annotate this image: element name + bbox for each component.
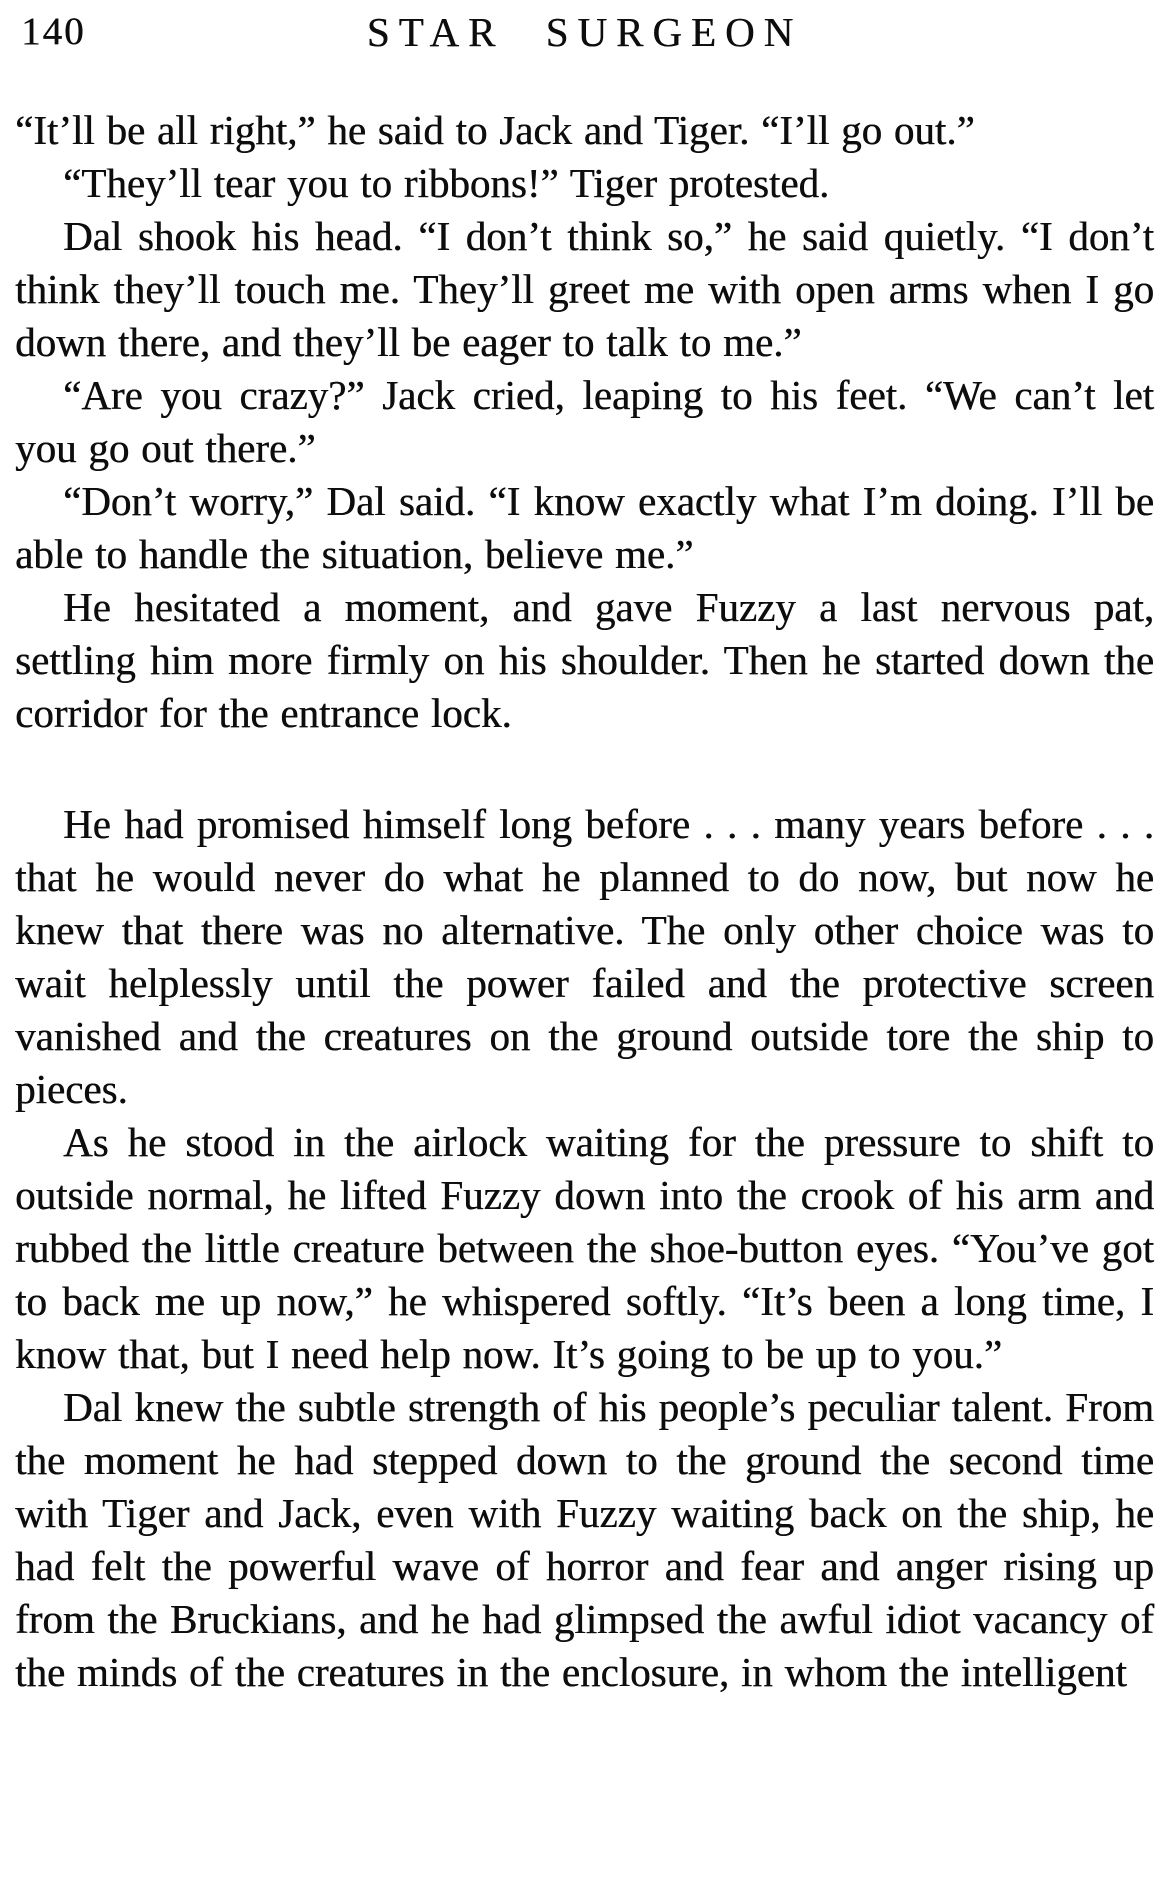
section-break: [15, 740, 1154, 798]
page-header: [15, 10, 1154, 62]
page-body: [15, 104, 1154, 1699]
paragraph: “It’ll be all right,” he said to Jack and Tiger. “I’ll go out.”: [15, 107, 975, 153]
paragraph: “Are you crazy?” Jack cried, leaping to his feet. “We can’t let you go out there.”: [15, 372, 1154, 471]
running-title: STAR SURGEON: [366, 9, 803, 55]
paragraph: Dal knew the subtle strength of his people’s peculiar talent. From the moment he had stepped down to the ground the second time with Tiger and Jack, even with Fuzzy waiting back on the ship, he had felt the powerful wave of horror and fear and anger rising up from the Bruckians, and he had glimpsed the awful idiot vacancy of the minds of the creatures in the enclosure, in whom the intelligent: [15, 1384, 1154, 1695]
paragraph: He hesitated a moment, and gave Fuzzy a last nervous pat, settling him more firmly on his shoulder. Then he started down the corridor for the entrance lock.: [15, 584, 1154, 736]
page-number: 140: [21, 10, 86, 53]
paragraph: “They’ll tear you to ribbons!” Tiger protested.: [63, 160, 830, 206]
paragraph: As he stood in the airlock waiting for the pressure to shift to outside normal, he lifted Fuzzy down into the crook of his arm and rubbed the little creature between the shoe-button eyes. “You’ve got to back me up now,” he whispered softly. “It’s been a long time, I know that, but I need help now. It’s going to be up to you.”: [15, 1119, 1154, 1377]
paragraph: Dal shook his head. “I don’t think so,” he said quietly. “I don’t think they’ll touch me. They’ll greet me with open arms when I go down there, and they’ll be eager to talk to me.”: [15, 213, 1154, 365]
paragraph: He had promised himself long before . . . many years before . . . that he would never do what he planned to do now, but now he knew that there was no alternative. The only other choice was to wait helplessly until the power failed and the protective screen vanished and the creatures on the ground outside tore the ship to pieces.: [15, 801, 1154, 1112]
paragraph: “Don’t worry,” Dal said. “I know exactly what I’m doing. I’ll be able to handle the situation, believe me.”: [15, 478, 1154, 577]
